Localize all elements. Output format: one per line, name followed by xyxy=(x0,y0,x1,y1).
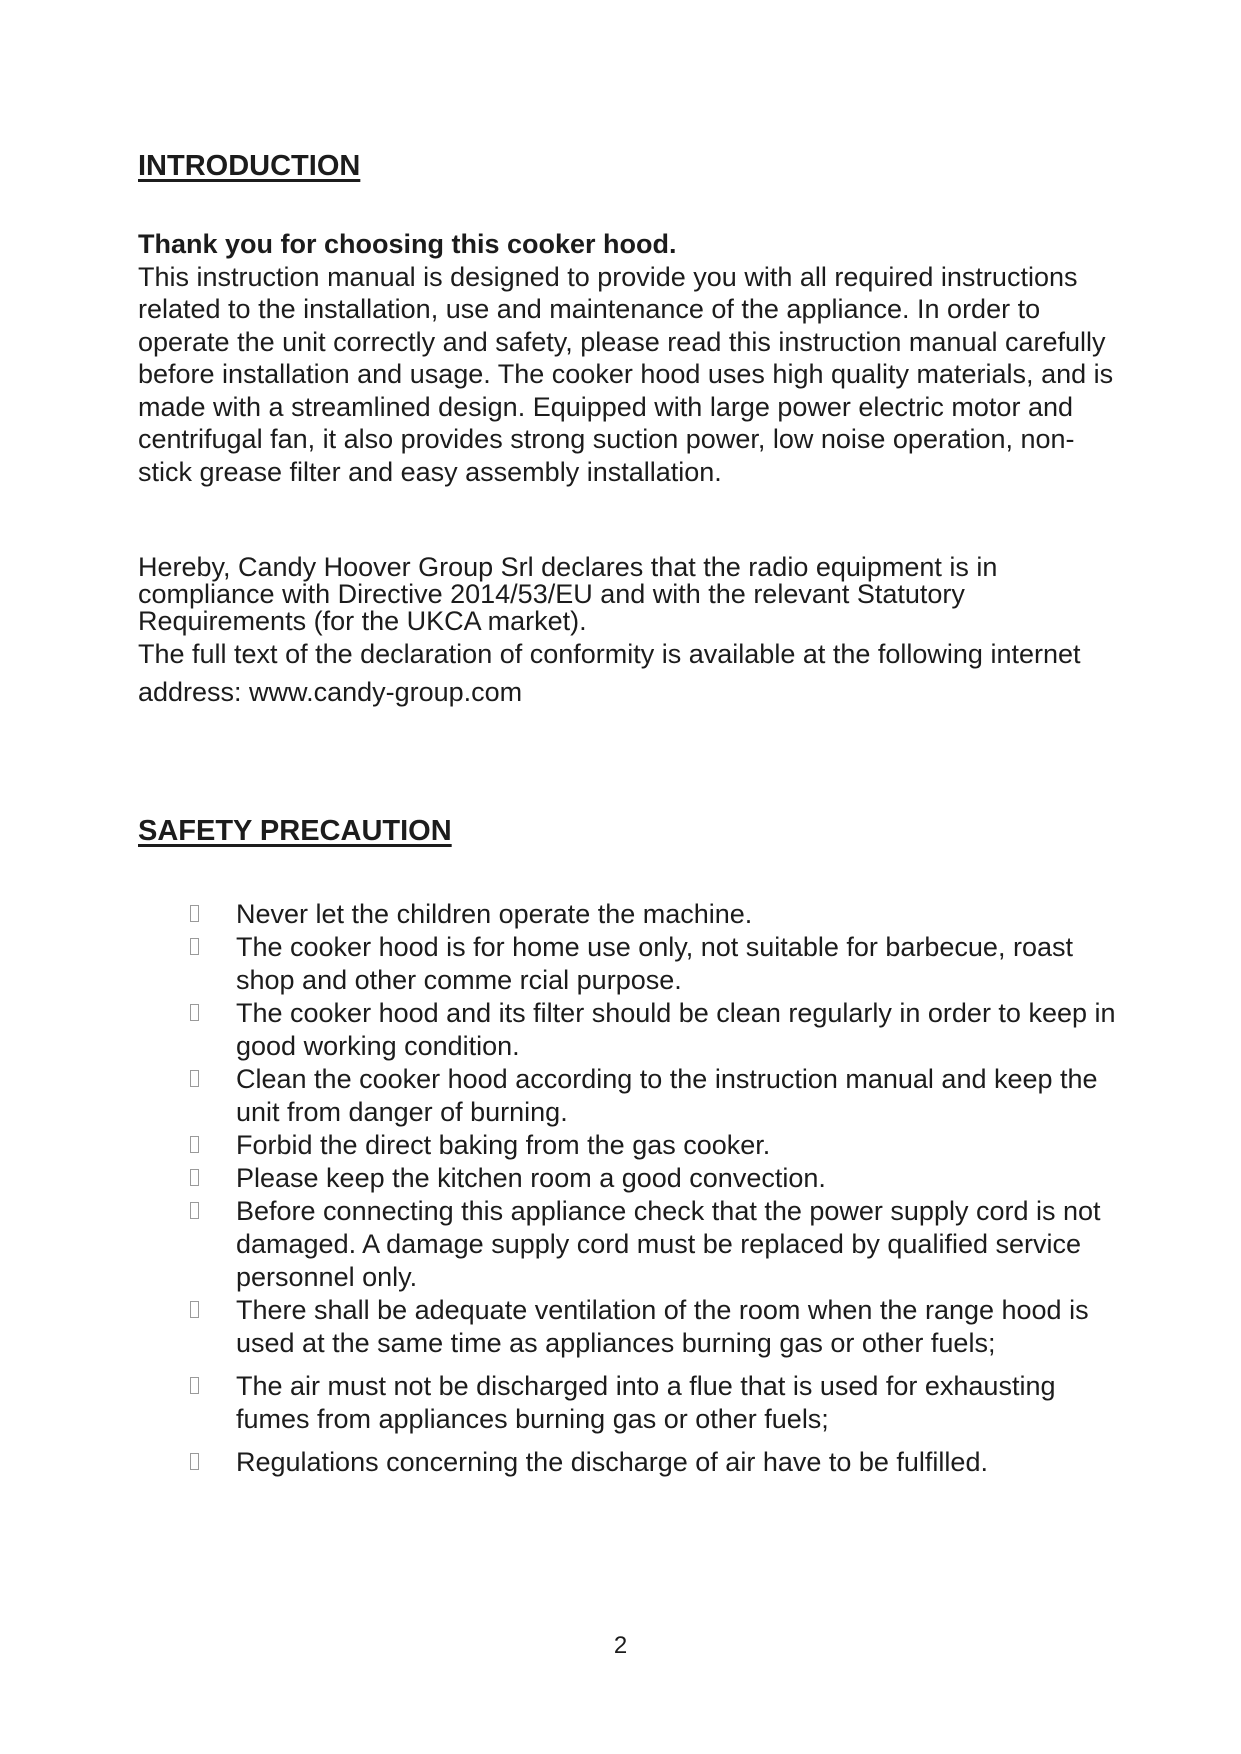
list-item-text: The cooker hood is for home use only, not suitable for barbecue, roast shop and other comme rcial purpose. xyxy=(236,932,1073,995)
list-item-text: The cooker hood and its filter should be clean regularly in order to keep in good working condition. xyxy=(236,998,1116,1061)
list-item-text: Never let the children operate the machine. xyxy=(236,899,753,929)
bullet-box-icon xyxy=(190,1202,199,1219)
introduction-lead: Thank you for choosing this cooker hood. xyxy=(138,229,677,259)
bullet-box-icon xyxy=(190,1169,199,1186)
list-item-text: Clean the cooker hood according to the instruction manual and keep the unit from danger of burning. xyxy=(236,1064,1098,1127)
bullet-box-icon xyxy=(190,938,199,955)
introduction-paragraph: This instruction manual is designed to provide you with all required instructions related to the installation, use and maintenance of the appliance. In order to operate the unit correctly and safety, please read this instruction manual carefully before installation and usage. The cooker hood uses high quality materials, and is made with a streamlined design. Equipped with large power electric motor and centrifugal fan, it also provides strong suction power, low noise operation, non-stick grease filter and easy assembly installation. xyxy=(138,261,1114,487)
list-item-text: Forbid the direct baking from the gas cooker. xyxy=(236,1130,771,1160)
page-number: 2 xyxy=(613,1632,628,1659)
safety-heading: SAFETY PRECAUTION xyxy=(138,815,452,847)
list-item xyxy=(190,997,1130,1063)
list-item xyxy=(190,931,1130,997)
bullet-box-icon xyxy=(190,1070,199,1087)
introduction-body xyxy=(138,228,1118,488)
list-item xyxy=(190,1446,1130,1479)
bullet-box-icon xyxy=(190,905,199,922)
safety-list xyxy=(190,898,1130,1479)
introduction-heading: INTRODUCTION xyxy=(138,150,361,182)
list-item-text: The air must not be discharged into a flue that is used for exhausting fumes from appliances burning gas or other fuels; xyxy=(236,1371,1056,1434)
bullet-box-icon xyxy=(190,1136,199,1153)
bullet-box-icon xyxy=(190,1453,199,1470)
declaration-block xyxy=(138,554,1118,711)
bullet-box-icon xyxy=(190,1004,199,1021)
bullet-box-icon xyxy=(190,1377,199,1394)
list-item xyxy=(190,1294,1130,1360)
list-item xyxy=(190,1162,1130,1195)
list-item-text: Please keep the kitchen room a good convection. xyxy=(236,1163,826,1193)
declaration-text: Hereby, Candy Hoover Group Srl declares that the radio equipment is in compliance with Directive 2014/53/EU and with the relevant Statutory Requirements (for the UKCA market). xyxy=(138,552,998,636)
list-item xyxy=(190,898,1130,931)
list-item xyxy=(190,1129,1130,1162)
bullet-box-icon xyxy=(190,1301,199,1318)
list-item-text: Before connecting this appliance check that the power supply cord is not damaged. A damage supply cord must be replaced by qualified service personnel only. xyxy=(236,1196,1101,1292)
list-item xyxy=(190,1063,1130,1129)
list-item xyxy=(190,1370,1130,1436)
list-item xyxy=(190,1195,1130,1294)
conformity-text: The full text of the declaration of conformity is available at the following internet address: www.candy-group.com xyxy=(138,639,1081,707)
list-item-text: There shall be adequate ventilation of the room when the range hood is used at the same time as appliances burning gas or other fuels; xyxy=(236,1295,1089,1358)
list-item-text: Regulations concerning the discharge of air have to be fulfilled. xyxy=(236,1447,988,1477)
